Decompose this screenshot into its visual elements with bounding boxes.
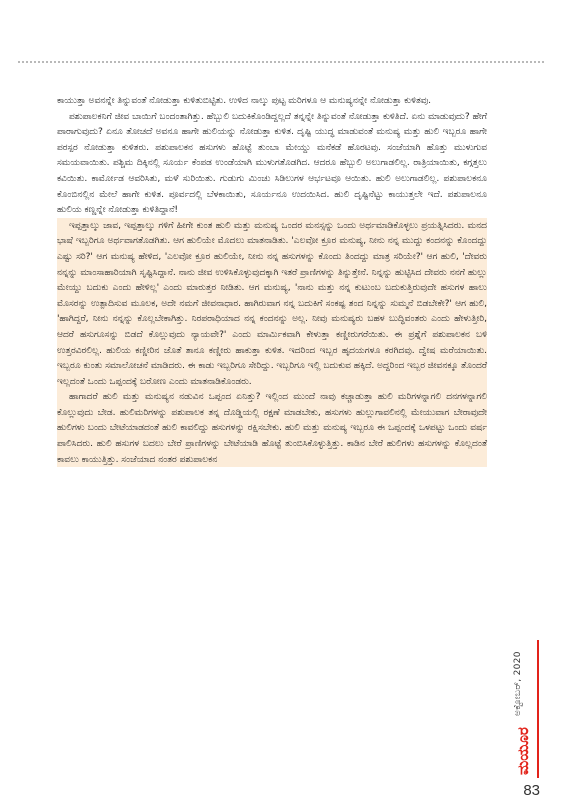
sidebar-accent-bar bbox=[537, 640, 539, 778]
article-paragraph-4: ಹಾಗಾದರೆ ಹುಲಿ ಮತ್ತು ಮನುಷ್ಯನ ನಡುವಿನ ಒಪ್ಪಂದ ಏನಿತ್ತು? ಇಲ್ಲಿಂದ ಮುಂದೆ ನಾವು ಕಚ್ಚಾಡುತ್ತಾ ಹುಲಿ ಮರಿಗಳನ್ನಾಗಲಿ ದನಗಳನ್ನಾಗಲಿ ಕೊಲ್ಲುವುದು ಬೇಡ. ಹುಲಿಮರಿಗಳನ್ನು ಪಶುಪಾಲಕ ತನ್ನ ದೊಡ್ಡಿಯಲ್ಲಿ ರಕ್ಷಣೆ ಮಾಡಬೇಕು, ಹಸುಗಳು ಹುಲ್ಲುಗಾವಲಿನಲ್ಲಿ ಮೇಯುವಾಗ ಬೇರಾವುದೇ ಹುಲಿಗಳು ಬಂದು ಬೇಟೆಯಾಡದಂತೆ ಹುಲಿ ಕಾವಲಿದ್ದು ಹಸುಗಳನ್ನು ರಕ್ಷಿಸಬೇಕು. ಹುಲಿ ಮತ್ತು ಮನುಷ್ಯ ಇಬ್ಬರೂ ಈ ಒಪ್ಪಂದಕ್ಕೆ ಒಳಪಟ್ಟು ಒಂದು ವರ್ಷ ಪಾಲಿಸಿದರು. ಹುಲಿ ಹಸುಗಳ ಬದಲು ಬೇರೆ ಪ್ರಾಣಿಗಳನ್ನು ಬೇಟೆಯಾಡಿ ಹೊಟ್ಟೆ ತುಂಬಿಸಿಕೊಳ್ಳುತ್ತಿತ್ತು. ಕಾಡಿನ ಬೇರೆ ಹುಲಿಗಳು ಹಸುಗಳನ್ನು ಕೊಲ್ಲದಂತೆ ಕಾವಲು ಕಾಯುತ್ತಿತ್ತು. ಸಂಜೆಯಾದ ನಂತರ ಪಶುಪಾಲಕನ bbox=[57, 389, 487, 467]
article-paragraph-3: ಇಪ್ಪತ್ತಾಲ್ಕು ಜಾವ, ಇಪ್ಪತ್ತಾಲ್ಕು ಗಳಿಗೆ ಹೀಗೇ ಕುಂತ ಹುಲಿ ಮತ್ತು ಮನುಷ್ಯ ಒಂದರ ಮನಸ್ಸನ್ನು ಒಂದು ಅರ್ಥಮಾಡಿಕೊಳ್ಳಲು ಪ್ರಯತ್ನಿಸಿದರು. ಮನದ ಭಾಷೆ ಇಬ್ಬರಿಗೂ ಅರ್ಥವಾಗತೊಡಗಿತು. ಆಗ ಹುಲಿಯೇ ಮೊದಲು ಮಾತನಾಡಿತು. 'ಎಲವೋ ಕ್ರೂರ ಮನುಷ್ಯ, ನೀನು ನನ್ನ ಮುದ್ದು ಕಂದನನ್ನು ಕೊಂದದ್ದು ಎಷ್ಟು ಸರಿ?' ಆಗ ಮನುಷ್ಯ ಹೇಳಿದ, 'ಎಲವೋ ಕ್ರೂರ ಹುಲಿಯೇ, ನೀನು ನನ್ನ ಹಸುಗಳನ್ನು ಕೊಂದು ತಿಂದದ್ದು ಮಾತ್ರ ಸರಿಯೇ?' ಆಗ ಹುಲಿ, 'ದೇವರು ನನ್ನನ್ನು ಮಾಂಸಾಹಾರಿಯಾಗಿ ಸೃಷ್ಟಿಸಿದ್ದಾನೆ. ನಾನು ಜೀವ ಉಳಿಸಿಕೊಳ್ಳುವುದಕ್ಕಾಗಿ ಇತರೆ ಪ್ರಾಣಿಗಳನ್ನು ತಿನ್ನುತ್ತೇನೆ. ನಿನ್ನನ್ನು ಹುಟ್ಟಿಸಿದ ದೇವರು ನನಗೆ ಹುಲ್ಲು ಮೇಯ್ದು ಬದುಕು ಎಂದು ಹೇಳಿಲ್ಲ' ಎಂದು ಮಾರುತ್ತರ ನೀಡಿತು. ಆಗ ಮನುಷ್ಯ, 'ನಾನು ಮತ್ತು ನನ್ನ ಕುಟುಂಬ ಬದುಕುತ್ತಿರುವುದೇ ಹಸುಗಳ ಹಾಲು ಮೊಸರನ್ನು ಉತ್ಪಾದಿಸುವ ಮೂಲಕ, ಅದೇ ನಮಗೆ ಜೀವನಾಧಾರ. ಹಾಗಿರುವಾಗ ನನ್ನ ಬದುಕಿಗೆ ಸಂಕಷ್ಟ ತಂದ ನಿನ್ನನ್ನು ಸುಮ್ಮನೆ ಬಿಡಬೇಕೇ?' ಆಗ ಹುಲಿ, 'ಹಾಗಿದ್ದರೆ, ನೀನು ನನ್ನನ್ನು ಕೊಲ್ಲಬೇಕಾಗಿತ್ತು. ನಿರಪರಾಧಿಯಾದ ನನ್ನ ಕಂದನನ್ನು ಅಲ್ಲ. ನೀವು ಮನುಷ್ಯರು ಬಹಳ ಬುದ್ಧಿವಂತರು ಎಂದು ಹೇಳುತ್ತೀರಿ, ಆದರೆ ಹಸುಗೂಸನ್ನು ಬಿಡದೆ ಕೊಲ್ಲುವುದು ನ್ಯಾಯವೇ?' ಎಂದು ಮಾರ್ಮಿಕವಾಗಿ ಕೇಳುತ್ತಾ ಕಣ್ಣೀರುಗರೆಯಿತು. ಈ ಪ್ರಶ್ನೆಗೆ ಪಶುಪಾಲಕನ ಬಳಿ ಉತ್ತರವಿರಲಿಲ್ಲ. ಹುಲಿಯ ಕಣ್ಣೀರಿನ ಜೊತೆ ತಾನೂ ಕಣ್ಣೀರು ಹಾಕುತ್ತಾ ಕುಳಿತ. ಇದರಿಂದ ಇಬ್ಬರ ಹೃದಯಗಳೂ ಕರಗಿದವು. ದ್ವೇಷ ಮರೆಯಾಯಿತು. ಇಬ್ಬರೂ ಕುಂತು ಸಮಾಲೋಚನೆ ಮಾಡಿದರು. ಈ ಕಾಡು ಇಬ್ಬರಿಗೂ ಸೇರಿದ್ದು. ಇಬ್ಬರಿಗೂ ಇಲ್ಲಿ ಬದುಕುವ ಹಕ್ಕಿದೆ. ಅದ್ದರಿಂದ ಇಬ್ಬರ ಜೀವನಕ್ಕೂ ತೊಂದರೆ ಇಲ್ಲದಂತೆ ಒಂದು ಒಪ್ಪಂದಕ್ಕೆ ಬರೋಣ ಎಂದು ಮಾತನಾಡಿಕೊಂಡರು. bbox=[57, 218, 487, 390]
magazine-logo: ಮಯೂರ bbox=[514, 727, 532, 775]
article-body bbox=[57, 93, 487, 467]
page-number: 83 bbox=[523, 782, 540, 799]
issue-date: ಅಕ್ಟೋಬರ್, 2020 bbox=[513, 651, 523, 716]
top-dotted-rule bbox=[18, 61, 544, 63]
article-paragraph-2: ಪಶುಪಾಲಕನಿಗೆ ಜೀವ ಬಾಯಿಗೆ ಬಂದಂತಾಗಿತ್ತು. ಹೆಬ್ಬುಲಿ ಬದುಕಿಕೊಂಡಿದ್ದಲ್ಲದೆ ತನ್ನನ್ನೇ ತಿನ್ನುವಂತೆ ನೋಡುತ್ತಾ ಕುಳಿತಿದೆ. ಏನು ಮಾಡುವುದು? ಹೇಗೆ ಪಾರಾಗುವುದು? ಏನೂ ತೋಚದೆ ಅವನೂ ಹಾಗೇ ಹುಲಿಯನ್ನು ನೋಡುತ್ತಾ ಕುಳಿತ. ದೃಷ್ಟಿ ಯುದ್ಧ ಮಾಡುವಂತೆ ಮನುಷ್ಯ ಮತ್ತು ಹುಲಿ ಇಬ್ಬರೂ ಹಾಗೇ ಪರಸ್ಪರ ನೋಡುತ್ತಾ ಕುಳಿತರು. ಪಶುಪಾಲಕನ ಹಸುಗಳು ಹೊಟ್ಟೆ ತುಂಬಾ ಮೇಯ್ದು ಮನೆಕಡೆ ಹೊರಟವು. ಸಂಜೆಯಾಗಿ ಹೊತ್ತು ಮುಳುಗುವ ಸಮಯವಾಯಿತು. ಪಶ್ಚಿಮ ದಿಕ್ಕಿನಲ್ಲಿ ಸೂರ್ಯ ಕೆಂಪಡ ಉಂಡೆಯಾಗಿ ಮುಳುಗತೊಡಗಿದ. ಆದರೂ ಹೆಬ್ಬುಲಿ ಅಲುಗಾಡಲಿಲ್ಲ. ರಾತ್ರಿಯಾಯಿತು, ಕಗ್ಗತ್ತಲು ಕವಿಯಿತು. ಕಾರ್ಮೋಡ ಆವರಿಸಿತು, ಮಳೆ ಸುರಿಯಿತು. ಗುಡುಗು ಮಿಂಚು ಸಿಡಿಲುಗಳ ಆರ್ಭಟವೂ ಆಯಿತು. ಹುಲಿ ಅಲುಗಾಡಲಿಲ್ಲ. ಪಶುಪಾಲಕನೂ ಕೊಂಬಿನಲ್ಲಿನ ಮೇಲೆ ಹಾಗೇ ಕುಳಿತ. ಪೂರ್ವದಲ್ಲಿ ಬೆಳಕಾಯಿತು, ಸೂರ್ಯನೂ ಉದಯಿಸಿದ. ಹುಲಿ ದೃಷ್ಟಿನೆಟ್ಟು ಕಾಯುತ್ತಲೇ ಇದೆ. ಪಶುಪಾಲನೂ ಹುಲಿಯ ಕಣ್ಣನ್ನೇ ನೋಡುತ್ತಾ ಕುಳಿತಿದ್ದಾನೆ! bbox=[57, 110, 487, 216]
article-paragraph-1: ಕಾಯುತ್ತಾ ಅವನನ್ನೇ ತಿನ್ನುವಂತೆ ನೋಡುತ್ತಾ ಕುಳಿತುಬಿಟ್ಟಿತು. ಉಳಿದ ನಾಲ್ಕು ಪುಟ್ಟ ಮರಿಗಳೂ ಆ ಮನುಷ್ಯನನ್ನೇ ನೋಡುತ್ತಾ ಕುಳಿತವು. bbox=[57, 95, 432, 106]
